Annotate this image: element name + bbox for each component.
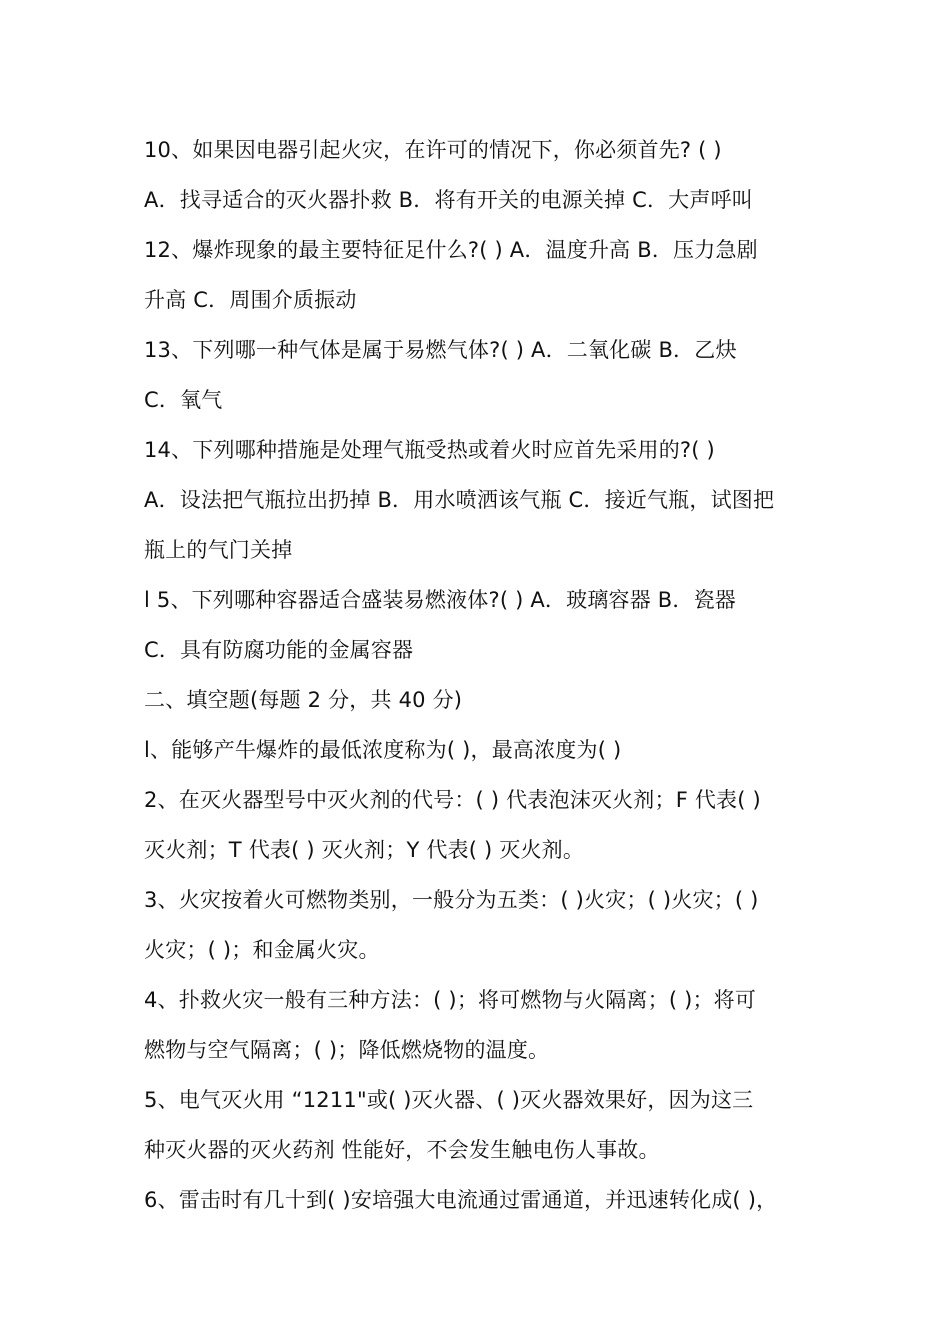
fill-question-6: 6、雷击时有几十到( )安培强大电流通过雷通道，并迅速转化成( )， bbox=[144, 1188, 778, 1212]
document-body bbox=[144, 125, 824, 1225]
fill-question-3-continued: 火灾；( )；和金属火灾。 bbox=[144, 938, 380, 962]
section-heading-fill-in: 二、填空题(每题 2 分，共 40 分) bbox=[144, 688, 463, 712]
question-15: l 5、下列哪种容器适合盛装易燃液体?( ) A．玻璃容器 B．瓷器 bbox=[144, 588, 736, 612]
fill-question-3: 3、火灾按着火可燃物类别，一般分为五类：( )火灾；( )火灾；( ) bbox=[144, 888, 759, 912]
question-15-continued: C．具有防腐功能的金属容器 bbox=[144, 638, 414, 662]
fill-question-4-continued: 燃物与空气隔离；( )；降低燃烧物的温度。 bbox=[144, 1038, 550, 1062]
question-10: 10、如果因电器引起火灾，在许可的情况下，你必须首先? ( ) bbox=[144, 138, 722, 162]
question-10-options: A．找寻适合的灭火器扑救 B．将有开关的电源关掉 C．大声呼叫 bbox=[144, 188, 753, 212]
fill-question-2-continued: 灭火剂；T 代表( ) 灭火剂；Y 代表( ) 灭火剂。 bbox=[144, 838, 585, 862]
fill-question-5-continued: 种灭火器的灭火药剂 性能好，不会发生触电伤人事故。 bbox=[144, 1138, 660, 1162]
fill-question-1: l、能够产牛爆炸的最低浓度称为( )，最高浓度为( ) bbox=[144, 738, 622, 762]
question-14-continued: 瓶上的气门关掉 bbox=[144, 538, 293, 562]
question-13: 13、下列哪一种气体是属于易燃气体?( ) A．二氧化碳 B．乙炔 bbox=[144, 338, 737, 362]
fill-question-2: 2、在灭火器型号中灭火剂的代号：( ) 代表泡沫灭火剂；F 代表( ) bbox=[144, 788, 761, 812]
question-14: 14、下列哪种措施是处理气瓶受热或着火时应首先采用的?( ) bbox=[144, 438, 715, 462]
question-12: 12、爆炸现象的最主要特征足什么?( ) A．温度升高 B．压力急剧 bbox=[144, 238, 758, 262]
fill-question-4: 4、扑救火灾一般有三种方法：( )；将可燃物与火隔离；( )；将可 bbox=[144, 988, 757, 1012]
question-12-continued: 升高 C．周围介质振动 bbox=[144, 288, 357, 312]
fill-question-5: 5、电气灭火用 “1211"或( )灭火器、( )灭火器效果好，因为这三 bbox=[144, 1088, 754, 1112]
question-13-continued: C．氧气 bbox=[144, 388, 223, 412]
question-14-options: A．设法把气瓶拉出扔掉 B．用水喷洒该气瓶 C．接近气瓶，试图把 bbox=[144, 488, 775, 512]
